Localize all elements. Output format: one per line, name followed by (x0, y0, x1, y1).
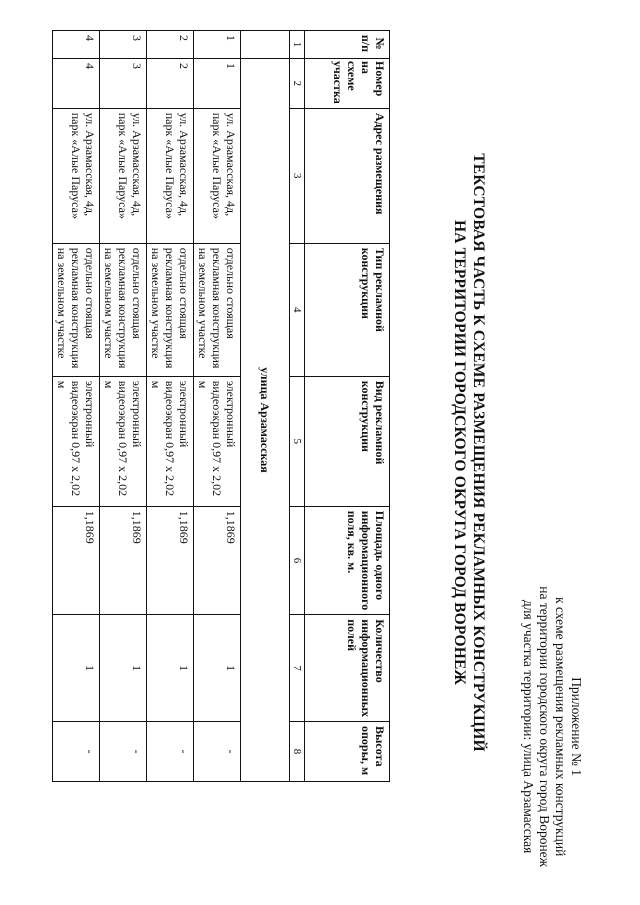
table-cell: - (194, 722, 241, 782)
table-row (147, 31, 194, 782)
table-cell: 1 (147, 615, 194, 722)
column-number: 6 (290, 506, 305, 615)
appendix-line: Приложение № 1 (569, 677, 584, 777)
header-cell: Тип рекламной конструкции (305, 243, 390, 376)
section-row (241, 31, 290, 782)
appendix-note (520, 586, 584, 867)
table-cell: 1 (194, 31, 241, 59)
table-row (53, 31, 100, 782)
table-cell: 1,1869 (194, 506, 241, 615)
column-number: 3 (290, 108, 305, 243)
table-cell: электронный видеоэкран 0,97 х 2,02 м (100, 376, 147, 506)
appendix-line: для участка территории: улица Арзамасская (521, 599, 536, 854)
title-line-1: ТЕКСТОВАЯ ЧАСТЬ К СХЕМЕ РАЗМЕЩЕНИЯ РЕКЛАМНЫХ КОНСТРУКЦИЙ (470, 153, 487, 752)
appendix-line: на территории городского округа город Воронеж (537, 586, 552, 867)
column-number: 2 (290, 59, 305, 109)
header-cell: Площадь одного информационного поля, кв. м. (305, 506, 390, 615)
document-title (450, 0, 488, 905)
section-empty-cell (241, 31, 290, 59)
table-cell: электронный видеоэкран 0,97 х 2,02 м (53, 376, 100, 506)
table-cell: электронный видеоэкран 0,97 х 2,02 м (194, 376, 241, 506)
table-cell: отдельно стоящая рекламная конструкция на земельном участке (147, 243, 194, 376)
table-cell: - (53, 722, 100, 782)
header-cell: Вид рекламной конструкции (305, 376, 390, 506)
table-cell: 4 (53, 31, 100, 59)
table-cell: электронный видеоэкран 0,97 х 2,02 м (147, 376, 194, 506)
table-cell: 2 (147, 31, 194, 59)
column-number: 8 (290, 722, 305, 782)
table-cell: ул. Арзамасская, 4д, парк «Алые Паруса» (100, 108, 147, 243)
table-cell: - (147, 722, 194, 782)
table-cell: - (100, 722, 147, 782)
table-cell: 1 (194, 59, 241, 109)
title-line-2: НА ТЕРРИТОРИИ ГОРОДСКОГО ОКРУГА ГОРОД ВОРОНЕЖ (451, 219, 468, 686)
table-row (194, 31, 241, 782)
table-cell: ул. Арзамасская, 4д, парк «Алые Паруса» (147, 108, 194, 243)
column-number: 7 (290, 615, 305, 722)
table-cell: 1,1869 (147, 506, 194, 615)
table-cell: 1 (100, 615, 147, 722)
table-cell: отдельно стоящая рекламная конструкция на земельном участке (194, 243, 241, 376)
table-cell: отдельно стоящая рекламная конструкция на земельном участке (53, 243, 100, 376)
table-cell: отдельно стоящая рекламная конструкция на земельном участке (100, 243, 147, 376)
table-cell: 1,1869 (53, 506, 100, 615)
column-number: 1 (290, 31, 305, 59)
table-cell: 1 (194, 615, 241, 722)
section-label: улица Арзамасская (241, 59, 290, 782)
table-row (100, 31, 147, 782)
appendix-line: к схеме размещения рекламных конструкций (553, 596, 568, 857)
table-cell: ул. Арзамасская, 4д, парк «Алые Паруса» (194, 108, 241, 243)
table-cell: 1 (53, 615, 100, 722)
header-row (305, 31, 390, 782)
table-cell: 4 (53, 59, 100, 109)
table-cell: 3 (100, 59, 147, 109)
table-cell: 3 (100, 31, 147, 59)
header-cell: Номер на схеме участка (305, 59, 390, 109)
header-cell: Высота опоры, м (305, 722, 390, 782)
header-cell: Адрес размещения (305, 108, 390, 243)
header-cell: № п/п (305, 31, 390, 59)
table-cell: 1,1869 (100, 506, 147, 615)
advertising-structures-table (52, 30, 390, 782)
column-number: 4 (290, 243, 305, 376)
column-number-row (290, 31, 305, 782)
header-cell: Количество информационных полей (305, 615, 390, 722)
table-cell: ул. Арзамасская, 4д, парк «Алые Паруса» (53, 108, 100, 243)
column-number: 5 (290, 376, 305, 506)
table-cell: 2 (147, 59, 194, 109)
